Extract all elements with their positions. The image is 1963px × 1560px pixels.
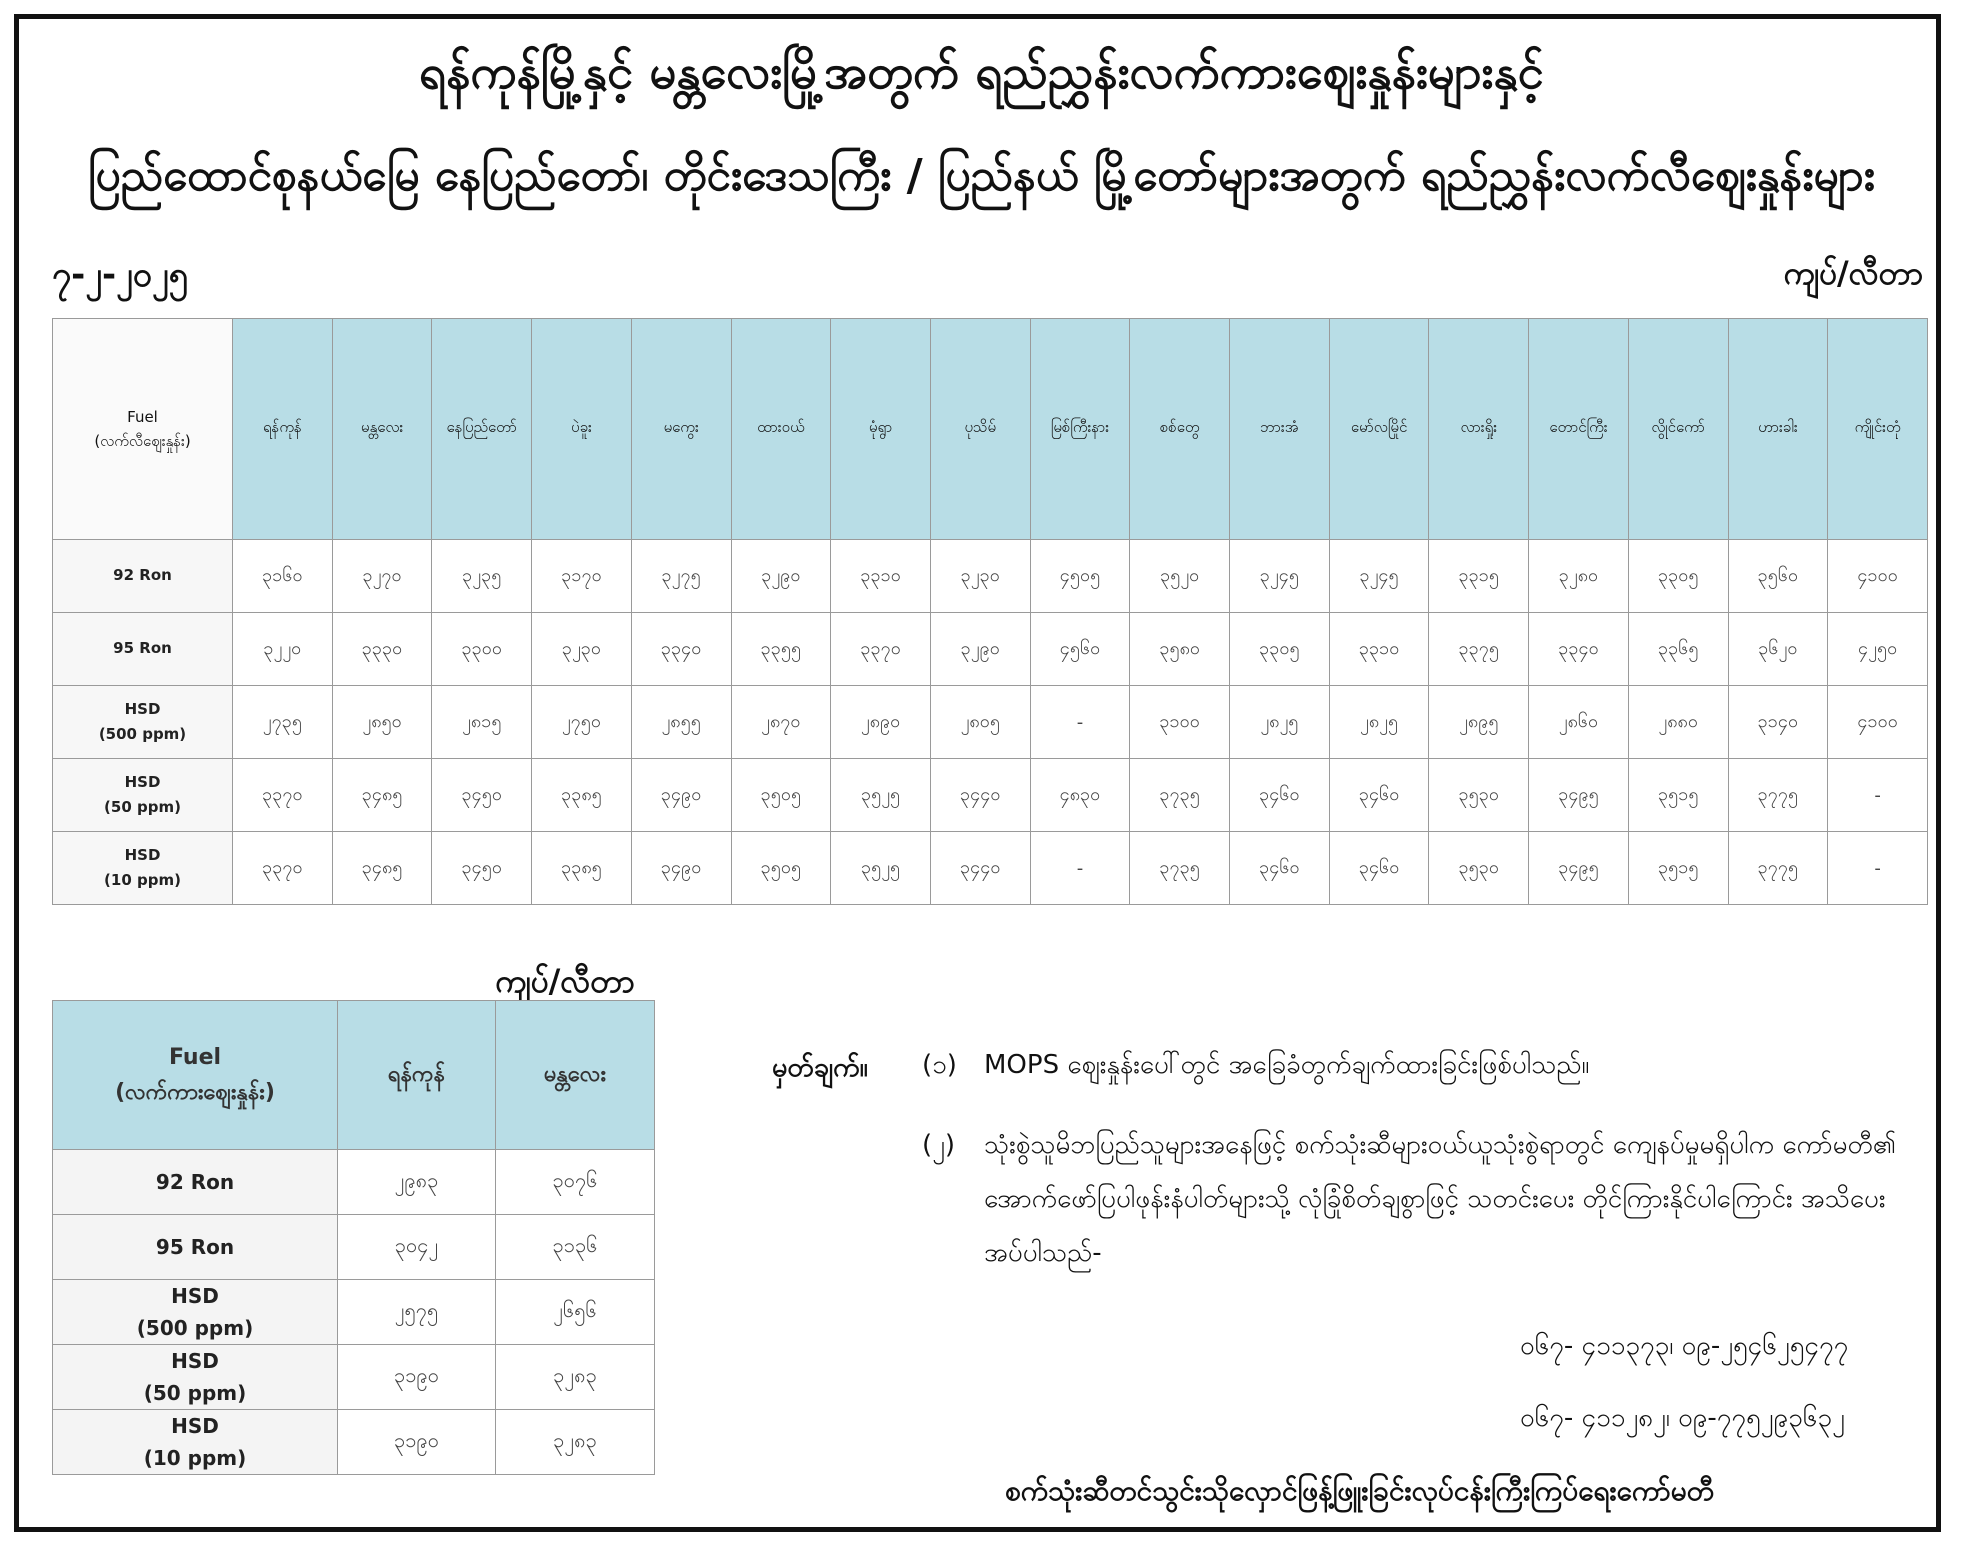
retail-table-row — [53, 613, 1928, 686]
retail-price-cell: - — [1030, 686, 1130, 759]
retail-price-cell: ၂၇၃၅ — [233, 686, 333, 759]
retail-price-cell: ၃၃၄၀ — [631, 613, 731, 686]
retail-price-cell: ၃၃၀၅ — [1628, 540, 1728, 613]
retail-city-header: ဟားခါး — [1728, 319, 1828, 540]
retail-price-cell: ၃၅၂၀ — [1130, 540, 1230, 613]
retail-price-cell: ၃၄၆၀ — [1230, 832, 1330, 905]
retail-price-cell: ၃၄၆၀ — [1329, 832, 1429, 905]
retail-price-cell: ၃၂၇၅ — [631, 540, 731, 613]
retail-price-cell: ၃၃၅၅ — [731, 613, 831, 686]
wholesale-fuel-header-sub: (လက်ကားဈေးနှုန်း) — [115, 1080, 275, 1105]
retail-price-cell: ၂၈၉၀ — [831, 686, 931, 759]
retail-price-cell: ၃၂၉၀ — [731, 540, 831, 613]
retail-price-cell: ၃၃၀၅ — [1230, 613, 1330, 686]
retail-city-header: နေပြည်တော် — [432, 319, 532, 540]
retail-city-header: မကွေး — [631, 319, 731, 540]
retail-table-row — [53, 686, 1928, 759]
wholesale-price-cell: ၃၁၃၆ — [496, 1215, 655, 1280]
note-2-number: (၂) — [922, 1130, 956, 1160]
note-1-number: (၁) — [922, 1050, 957, 1080]
retail-price-cell: ၄၈၃၀ — [1030, 759, 1130, 832]
retail-price-cell: ၂၈၂၅ — [1329, 686, 1429, 759]
retail-price-cell: ၃၇၃၅ — [1130, 759, 1230, 832]
retail-price-cell: ၃၁၇၀ — [532, 540, 632, 613]
retail-price-cell: ၃၂၄၅ — [1230, 540, 1330, 613]
wholesale-fuel-cell — [53, 1215, 338, 1280]
retail-price-cell: ၃၅၂၅ — [831, 759, 931, 832]
fuel-type-label: HSD — [171, 1414, 219, 1438]
retail-price-cell: ၃၄၆၀ — [1230, 759, 1330, 832]
retail-price-cell: ၃၃၁၀ — [1329, 613, 1429, 686]
retail-city-header: စစ်တွေ — [1130, 319, 1230, 540]
wholesale-price-cell: ၃၂၈၃ — [496, 1345, 655, 1410]
phone-line-1: ၀၆၇- ၄၁၁၃၇၃၊ ၀၉-၂၅၄၆၂၅၄၇၇ — [1520, 1331, 1849, 1361]
note-1-text: MOPS ဈေးနှုန်းပေါ်တွင် အခြေခံတွက်ချက်ထားခြင်းဖြစ်ပါသည်။ — [984, 1050, 1590, 1080]
retail-price-cell: ၂၇၅၀ — [532, 686, 632, 759]
retail-city-header: ပဲခူး — [532, 319, 632, 540]
retail-city-header: ဘားအံ — [1230, 319, 1330, 540]
fuel-type-label: HSD — [171, 1349, 219, 1373]
wholesale-table-row — [53, 1280, 655, 1345]
retail-price-cell: ၃၄၈၅ — [332, 832, 432, 905]
retail-price-cell: ၃၄၅၀ — [432, 832, 532, 905]
retail-price-cell: ၃၃၈၅ — [532, 759, 632, 832]
retail-fuel-cell — [53, 540, 233, 613]
retail-price-cell: ၃၆၂၀ — [1728, 613, 1828, 686]
retail-price-cell: ၃၃၇၅ — [1429, 613, 1529, 686]
committee-name: စက်သုံးဆီတင်သွင်းသိုလှောင်ဖြန့်ဖြူးခြင်းလုပ်ငန်းကြီးကြပ်ရေးကော်မတီ — [1005, 1474, 1715, 1507]
retail-price-cell: ၄၁၀၀ — [1828, 540, 1928, 613]
retail-price-cell: ၃၅၁၅ — [1628, 759, 1728, 832]
retail-price-cell: ၃၄၉၅ — [1529, 759, 1629, 832]
wholesale-price-cell: ၂၆၅၆ — [496, 1280, 655, 1345]
retail-city-header: လားရှိုး — [1429, 319, 1529, 540]
wholesale-table-row — [53, 1345, 655, 1410]
retail-city-header: မြစ်ကြီးနား — [1030, 319, 1130, 540]
retail-price-cell: ၂၈၈၀ — [1628, 686, 1728, 759]
fuel-grade-label: (50 ppm) — [104, 798, 181, 816]
wholesale-city-header: မန္တလေး — [496, 1001, 655, 1150]
retail-price-cell: ၃၇၇၅ — [1728, 759, 1828, 832]
retail-price-cell: ၃၅၆၀ — [1728, 540, 1828, 613]
retail-price-table — [52, 318, 1928, 905]
retail-price-cell: ၃၃၃၀ — [332, 613, 432, 686]
retail-price-cell: ၃၃၈၅ — [532, 832, 632, 905]
fuel-type-label: HSD — [171, 1284, 219, 1308]
unit-label-retail: ကျပ်/လီတာ — [1783, 254, 1923, 292]
retail-price-cell: ၃၂၃၀ — [930, 540, 1030, 613]
retail-price-cell: ၂၈၇၀ — [731, 686, 831, 759]
retail-city-header: တောင်ကြီး — [1529, 319, 1629, 540]
retail-price-cell: ၃၅၀၅ — [731, 759, 831, 832]
retail-price-cell: ၄၂၅၀ — [1828, 613, 1928, 686]
wholesale-price-table — [52, 1000, 655, 1475]
wholesale-fuel-cell — [53, 1150, 338, 1215]
page-title-line1: ရန်ကုန်မြို့နှင့် မန္တလေးမြို့အတွက် ရည်ညွှန်းလက်ကားဈေးနှုန်းများနှင့် — [419, 45, 1544, 100]
page-title-line2: ပြည်ထောင်စုနယ်မြေ နေပြည်တော်၊ တိုင်းဒေသကြီး / ပြည်နယ် မြို့တော်များအတွက် ရည်ညွှန်းလက်လီဈေးနှုန်းများ — [88, 150, 1875, 201]
retail-table-row — [53, 832, 1928, 905]
retail-price-cell: ၂၈၉၅ — [1429, 686, 1529, 759]
retail-price-cell: ၃၂၈၀ — [1529, 540, 1629, 613]
wholesale-city-header: ရန်ကုန် — [338, 1001, 496, 1150]
retail-price-cell: ၃၄၅၀ — [432, 759, 532, 832]
retail-table-row — [53, 540, 1928, 613]
wholesale-fuel-cell — [53, 1410, 338, 1475]
fuel-type-label: 92 Ron — [113, 566, 172, 585]
retail-price-cell: ၃၅၃၀ — [1429, 832, 1529, 905]
retail-price-cell: ၃၅၈၀ — [1130, 613, 1230, 686]
fuel-type-label: 95 Ron — [113, 639, 172, 658]
retail-price-cell: ၃၁၄၀ — [1728, 686, 1828, 759]
retail-price-cell: ၃၃၁၀ — [831, 540, 931, 613]
retail-price-cell: ၃၇၇၅ — [1728, 832, 1828, 905]
wholesale-price-cell: ၃၀၄၂ — [338, 1215, 496, 1280]
retail-price-cell: ၃၄၆၀ — [1329, 759, 1429, 832]
retail-price-cell: ၃၁၀၀ — [1130, 686, 1230, 759]
wholesale-price-cell: ၃၀၇၆ — [496, 1150, 655, 1215]
retail-fuel-header-sub: (လက်လီဈေးနှုန်း) — [94, 432, 191, 450]
wholesale-table-row — [53, 1215, 655, 1280]
fuel-type-label: 92 Ron — [155, 1170, 235, 1194]
wholesale-price-cell: ၃၁၉၀ — [338, 1410, 496, 1475]
wholesale-price-cell: ၃၂၈၃ — [496, 1410, 655, 1475]
retail-price-cell: ၂၈၀၅ — [930, 686, 1030, 759]
retail-price-cell: ၃၂၉၀ — [930, 613, 1030, 686]
retail-price-cell: ၄၅၀၅ — [1030, 540, 1130, 613]
wholesale-price-cell: ၂၅၇၅ — [338, 1280, 496, 1345]
phone-line-2: ၀၆၇- ၄၁၁၂၈၂၊ ၀၉-၇၇၅၂၉၃၆၃၂ — [1520, 1403, 1845, 1433]
retail-price-cell: ၃၅၂၅ — [831, 832, 931, 905]
fuel-grade-label: (50 ppm) — [143, 1381, 247, 1405]
wholesale-fuel-header-title: Fuel — [168, 1044, 222, 1070]
retail-city-header: မန္တလေး — [332, 319, 432, 540]
retail-fuel-header-title: Fuel — [127, 408, 158, 426]
wholesale-price-cell: ၂၉၈၃ — [338, 1150, 496, 1215]
wholesale-table-row — [53, 1410, 655, 1475]
retail-price-cell: ၃၃၄၀ — [1529, 613, 1629, 686]
retail-price-cell: ၃၃၆၅ — [1628, 613, 1728, 686]
retail-price-cell: - — [1828, 832, 1928, 905]
retail-fuel-cell — [53, 832, 233, 905]
retail-fuel-header — [53, 319, 233, 540]
wholesale-fuel-cell — [53, 1345, 338, 1410]
fuel-grade-label: (10 ppm) — [143, 1446, 247, 1470]
fuel-type-label: HSD — [124, 772, 161, 791]
retail-price-cell: ၃၂၃၀ — [532, 613, 632, 686]
retail-price-cell: - — [1828, 759, 1928, 832]
wholesale-fuel-cell — [53, 1280, 338, 1345]
retail-price-cell: ၃၄၄၀ — [930, 832, 1030, 905]
retail-price-cell: ၃၄၉၀ — [631, 759, 731, 832]
retail-price-cell: ၃၅၁၅ — [1628, 832, 1728, 905]
retail-price-cell: ၃၃၇၀ — [831, 613, 931, 686]
retail-price-cell: ၃၃၇၀ — [233, 832, 333, 905]
retail-price-cell: - — [1030, 832, 1130, 905]
retail-price-cell: ၃၄၈၅ — [332, 759, 432, 832]
retail-price-cell: ၃၂၂၀ — [233, 613, 333, 686]
retail-price-cell: ၂၈၁၅ — [432, 686, 532, 759]
retail-city-header: လွိုင်ကော် — [1628, 319, 1728, 540]
fuel-type-label: HSD — [124, 845, 161, 864]
wholesale-price-cell: ၃၁၉၀ — [338, 1345, 496, 1410]
retail-price-cell: ၃၅၀၅ — [731, 832, 831, 905]
wholesale-table-row — [53, 1150, 655, 1215]
retail-price-cell: ၃၂၇၀ — [332, 540, 432, 613]
retail-price-cell: ၃၂၄၅ — [1329, 540, 1429, 613]
retail-price-cell: ၄၁၀၀ — [1828, 686, 1928, 759]
notes-label: မှတ်ချက်။ — [772, 1052, 868, 1083]
retail-city-header: ကျိုင်းတုံ — [1828, 319, 1928, 540]
retail-price-cell: ၃၄၉၀ — [631, 832, 731, 905]
retail-price-cell: ၃၇၃၅ — [1130, 832, 1230, 905]
retail-table-row — [53, 759, 1928, 832]
fuel-grade-label: (500 ppm) — [136, 1316, 254, 1340]
retail-price-cell: ၃၅၃၀ — [1429, 759, 1529, 832]
retail-price-cell: ၃၄၄၀ — [930, 759, 1030, 832]
retail-price-cell: ၂၈၂၅ — [1230, 686, 1330, 759]
retail-price-cell: ၄၅၆၀ — [1030, 613, 1130, 686]
retail-price-cell: ၂၈၅၅ — [631, 686, 731, 759]
retail-price-cell: ၃၂၃၅ — [432, 540, 532, 613]
fuel-type-label: 95 Ron — [155, 1235, 235, 1259]
retail-city-header: မော်လမြိုင် — [1329, 319, 1429, 540]
retail-price-cell: ၃၃၁၅ — [1429, 540, 1529, 613]
unit-label-wholesale: ကျပ်/လီတာ — [495, 962, 635, 1000]
fuel-type-label: HSD — [124, 699, 161, 718]
fuel-grade-label: (500 ppm) — [98, 725, 187, 743]
fuel-grade-label: (10 ppm) — [104, 871, 181, 889]
retail-price-cell: ၂၈၅၀ — [332, 686, 432, 759]
retail-price-cell: ၂၈၆၀ — [1529, 686, 1629, 759]
retail-fuel-cell — [53, 759, 233, 832]
wholesale-fuel-header — [53, 1001, 338, 1150]
retail-price-cell: ၃၃၀၀ — [432, 613, 532, 686]
retail-city-header: မုံရွာ — [831, 319, 931, 540]
date-label: ၇-၂-၂၀၂၅ — [52, 255, 188, 295]
retail-price-cell: ၃၁၆၀ — [233, 540, 333, 613]
retail-fuel-cell — [53, 613, 233, 686]
retail-city-header: ရန်ကုန် — [233, 319, 333, 540]
retail-price-cell: ၃၄၉၅ — [1529, 832, 1629, 905]
note-2-text: သုံးစွဲသူမိဘပြည်သူများအနေဖြင့် စက်သုံးဆီများဝယ်ယူသုံးစွဲရာတွင် ကျေနပ်မှုမရှိပါက ကော်မတီ၏ အောက်ဖော်ပြပါဖုန်းနံပါတ်များသို့ လုံခြုံစိတ်ချစွာဖြင့် သတင်းပေး တိုင်ကြားနိုင်ပါကြောင်း အသိပေးအပ်ပါသည်- — [984, 1130, 1896, 1268]
retail-city-header: ထားဝယ် — [731, 319, 831, 540]
retail-city-header: ပုသိမ် — [930, 319, 1030, 540]
retail-price-cell: ၃၃၇၀ — [233, 759, 333, 832]
retail-fuel-cell — [53, 686, 233, 759]
